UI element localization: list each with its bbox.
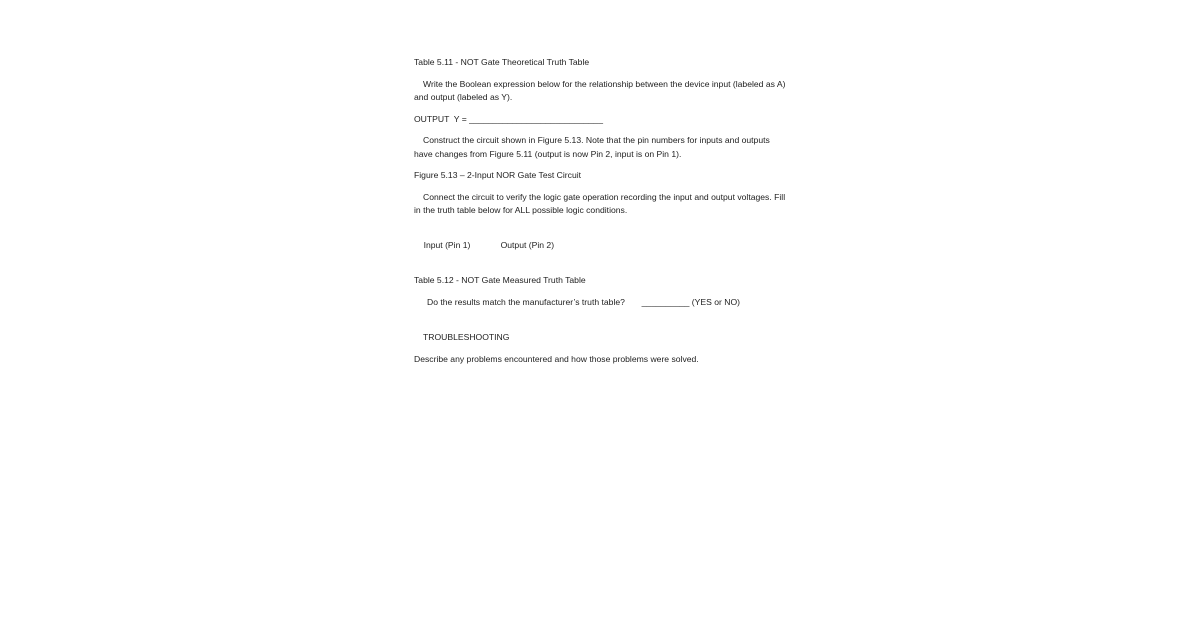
document-page — [414, 56, 790, 366]
describe-instruction: Describe any problems encountered and how those problems were solved. — [414, 353, 699, 364]
construct-instruction: Construct the circuit shown in Figure 5.13. Note that the pin numbers for inputs and outputs have changes from Figure 5.11 (output is now Pin 2, input is on Pin 1). — [414, 135, 770, 159]
table-5-11-title: Table 5.11 - NOT Gate Theoretical Truth Table — [414, 57, 590, 67]
troubleshooting-heading: TROUBLESHOOTING — [423, 332, 510, 342]
connect-instruction: Connect the circuit to verify the logic gate operation recording the input and output voltages. Fill in the truth table below for ALL possible logic conditions. — [414, 191, 786, 215]
write-instruction: Write the Boolean expression below for the relationship between the device input (labeled as A) and output (labeled as Y). — [414, 78, 786, 102]
truth-table-header — [414, 226, 790, 267]
figure-5-13-title: Figure 5.13 – 2-Input NOR Gate Test Circuit — [414, 170, 582, 180]
table-5-12-title: Table 5.12 - NOT Gate Measured Truth Table — [414, 275, 586, 285]
output-column-header: Output (Pin 2) — [500, 240, 555, 250]
input-column-header: Input (Pin 1) — [423, 240, 471, 250]
results-question: Do the results match the manufacturer’s truth table? __________ (YES or NO) — [427, 296, 741, 307]
output-expression-line: OUTPUT Y = ____________________________ — [414, 113, 603, 124]
